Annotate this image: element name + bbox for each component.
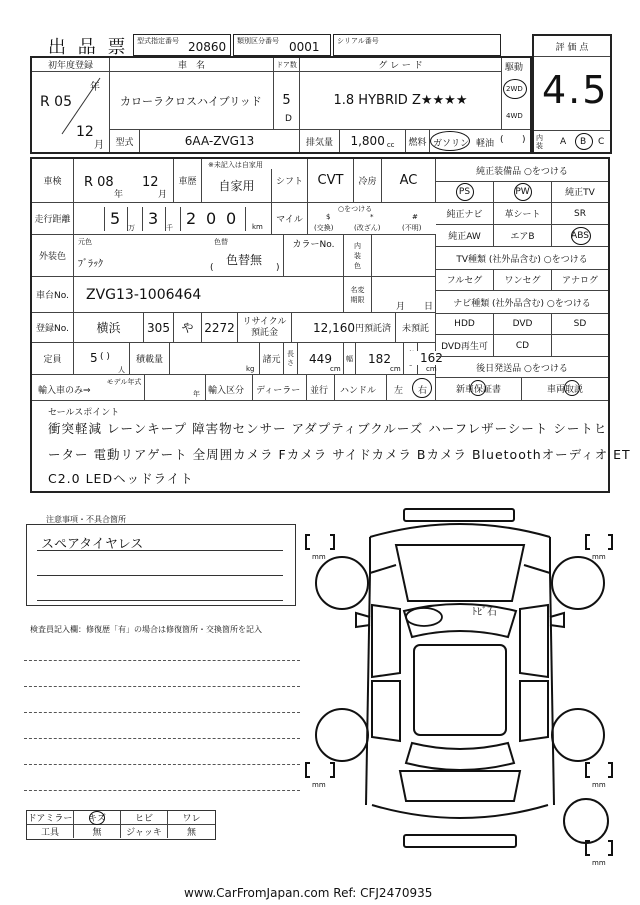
expiry-month-unit: 月 [396,302,406,312]
color-repaint-label: 色替 [214,238,228,246]
mileage-unknown: (不明) [402,224,422,232]
form-title: 出 品 票 [48,37,129,58]
interior-color-label: 内装色 [344,235,372,277]
expiry-value [372,277,436,313]
mirror-scratch-circle [89,811,105,825]
sales-points-label: セールスポイント [48,408,120,418]
first-reg-unit-year: 年 [90,82,100,93]
import-dealer: ディーラー [256,386,301,396]
usage-note: ※未記入は自家用 [208,161,263,169]
handle-divider [386,375,387,400]
mileage-km: km [252,223,263,231]
color-no-label: カラーNo. [292,240,335,250]
length-value: 449 [309,351,332,366]
fuel-label: 燃料 [406,130,430,152]
jack-label: ジャッキ [121,825,168,838]
fuel-gasoline: ガソリン [433,139,470,149]
length-unit: cm [330,365,341,373]
inspection-month: 12 [142,175,159,190]
drive-2wd-circle [503,79,527,99]
diagram-mm-fl: mm [312,553,326,561]
equipment-column [436,159,608,401]
inspection-year-unit: 年 [114,190,124,200]
inspection-label: 車検 [32,159,74,203]
width-label: 幅 [344,343,356,375]
capacity-paren: ( ) [100,352,110,362]
mileage-exchange: (交換) [314,224,334,232]
tv-header: TV種類 (社外品含む) ○をつける [436,247,608,270]
equip-pw: PW [494,181,552,203]
notes-rule-2 [37,575,283,576]
tv-analog: アナログ [552,269,608,291]
color-no-cell [284,235,344,277]
length-label: 長さ [284,343,298,375]
mirror-crack: ヒビ [121,811,168,825]
sales-line-1: 衝突軽減 レーンキープ 障害物センサー アダプティブクルーズ ハーフレザーシート シートヒ [48,421,608,436]
recycle-unit: 円預託済 [354,324,391,334]
equip-leather: 革シート [494,203,552,225]
fuel-paren-close: ) [522,135,526,145]
handle-left: 左 [394,386,404,396]
registration-number: 2272 [202,313,238,343]
sales-points [32,401,631,491]
capacity-unit: 人 [118,366,125,374]
fuel-diesel: 軽油 [476,139,495,149]
usage-value: 自家用 [202,169,272,203]
tv-oneseg: ワンセグ [494,269,552,291]
cd-empty [552,335,608,357]
displacement-unit: cc [386,141,395,149]
import-only-label: 輸入車のみ⇒ [38,386,91,396]
equip-ps: PS [436,181,494,203]
later-manual-circle [564,380,580,396]
inspector-line-6 [24,790,300,791]
inspector-line-4 [24,738,300,739]
capacity-label: 定員 [32,343,74,375]
inspector-line-2 [24,686,300,687]
equip-tv: 純正TV [552,181,608,203]
later-manual: 車両取説 [522,377,608,401]
equip-navi: 純正ナビ [436,203,494,225]
navi-hdd: HDD [436,313,494,335]
registration-class: 305 [144,313,174,343]
equip-pw-circle [514,183,532,201]
color-orig-label: 元色 [78,238,92,246]
inspection-date [74,159,174,203]
inspection-era-year: R 08 [84,175,114,190]
displacement-label: 排気量 [300,130,340,152]
tv-fullseg: フルセグ [436,269,494,291]
model-cert-value: 20860 [188,40,227,54]
interior-color-value [372,235,436,277]
width-unit: cm [390,365,401,373]
diagram-mm-rl: mm [312,781,326,789]
load-unit: kg [246,365,255,373]
category-value: 0001 [289,40,320,54]
expiry-label: 名変期限 [344,277,372,313]
grade-label: グ レ ー ド [300,58,502,72]
chassis-value: ZVG13-1006464 [74,277,344,313]
chassis-label: 車台No. [32,277,74,313]
equip-abs: ABS [552,225,608,247]
drive-cell [502,58,530,130]
first-reg-unit-month: 月 [94,140,104,151]
registration-kana: や [174,313,202,343]
height-unit: cm [426,365,437,373]
equip-ps-circle [456,183,474,201]
recycle-unpaid: 未預託 [396,313,436,343]
fuel-gasoline-circle [430,131,470,151]
shift-value: CVT [308,159,354,203]
equip-aw: 純正AW [436,225,494,247]
mileage-man: 万 [128,224,135,232]
later-warranty: 新車保証書 [436,377,522,401]
mileage-altered-sym: * [370,213,374,221]
category-box [233,34,331,56]
mileage-digit-2: 3 [148,209,159,228]
interior-a: A [560,137,567,147]
mileage-sen: 千 [166,224,173,232]
interior-b-circle [575,133,593,150]
notes-rule-3 [37,600,283,601]
equip-sr: SR [552,203,608,225]
diagram-note: ﾄﾋﾞ石 [472,607,497,618]
notes-rule-1 [37,550,283,551]
mileage-digit-3: 2 [186,209,197,228]
notes-label: 注意事項・不具合箇所 [46,515,126,524]
model-year-cell [144,375,206,400]
color-paren-close: ) [276,263,280,273]
registration-city: 横浜 [74,313,144,343]
drive-4wd: 4WD [506,112,523,120]
length-cell [298,343,344,375]
mileage-digit-1: 5 [110,209,121,228]
import-parallel-divider [334,375,335,400]
diagram-mm-spare: mm [592,859,606,867]
serial-label: シリアル番号 [337,37,379,45]
mileage-altered: (改ざん) [354,224,381,232]
ac-value: AC [382,159,436,203]
mileage-digits [74,203,272,235]
model-cert-label: 型式指定番号 [137,37,179,45]
interior-b: B [580,137,587,147]
doors-label: ドア数 [274,58,300,72]
score-label: 評 価 点 [534,36,610,57]
mirror-label: ドアミラー [27,811,74,825]
fuel-paren-open: ( [500,135,504,145]
model-year-unit: 年 [193,390,200,398]
drive-2wd: 2WD [506,85,523,93]
registration-label: 登録No. [32,313,74,343]
mileage-flags [308,213,436,235]
footer-ref: www.CarFromJapan.com Ref: CFJ2470935 [184,886,433,900]
mileage-mile: マイル [272,203,308,235]
tools-label: 工具 [27,825,74,838]
inspector-line-3 [24,712,300,713]
vehicle-name-value: カローラクロスハイブリッド [110,72,274,130]
score-value: 4.5 [542,68,609,112]
doors-sub: D [285,114,292,124]
mirror-break: ワレ [168,811,215,825]
width-cell [356,343,404,375]
vehicle-info-block [30,56,532,154]
sales-line-2: ーター 電動リアゲート 全周囲カメラ Fカメラ サイドカメラ Bカメラ Bluetoothオーディオ ET [48,447,631,462]
equip-abs-circle [571,227,591,245]
recycle-cell [292,313,396,343]
details-block [30,157,631,493]
inspection-month-unit: 月 [158,190,168,200]
inspector-line-5 [24,764,300,765]
mirror-table [26,810,216,840]
later-header: 後日発送品 ○をつける [436,357,608,378]
navi-header: ナビ種類 (社外品含む) ○をつける [436,291,608,314]
mileage-unknown-sym: # [412,213,418,221]
grade-value: 1.8 HYBRID Z★★★★ [300,72,502,130]
interior-c: C [598,137,605,147]
first-reg-cell [32,72,110,152]
jack-value: 無 [186,828,196,838]
recycle-label: リサイクル預託金 [238,313,292,343]
later-warranty-circle [470,380,486,396]
color-orig-value: ﾌﾞﾗｯｸ [78,259,103,270]
import-type-divider [252,375,253,400]
height-value: 162 [406,351,443,365]
mileage-digit-5: 0 [226,209,237,228]
standard-equipment-header: 純正装備品 ○をつける [436,159,608,182]
capacity-value: 5 [90,351,98,365]
type-value: 6AA-ZVG13 [140,130,300,152]
model-year-label: モデル年式 [106,378,142,386]
type-label: 型式 [110,130,140,152]
notes-box [26,524,296,606]
ac-label: 冷房 [354,159,382,203]
usage-label: 車歴 [174,159,202,203]
import-dealer-divider [306,375,307,400]
import-row [32,375,436,401]
import-type-label: 輸入区分 [208,386,245,396]
inspector-label: 検査員記入欄：修復歴「有」の場合は修復箇所・交換箇所を記入 [30,625,262,634]
displacement-cell [340,130,406,152]
capacity-cell [74,343,130,375]
handle-right-circle [412,378,432,398]
interior-row [534,130,610,153]
drive-label: 駆動 [505,63,524,73]
fuel-options [430,130,530,152]
sales-line-3: C2.0 LEDヘッドライト [48,471,194,486]
inspector-line-1 [24,660,300,661]
doors-cell [274,72,300,130]
mileage-digit-4: 0 [206,209,217,228]
doors-value: 5 [282,93,291,108]
load-cell [170,343,260,375]
color-values [74,235,284,277]
load-label: 積載量 [130,343,170,375]
dvd-playback: DVD再生可 [436,335,494,357]
shift-label: シフト [272,159,308,203]
color-paren-open: ( [210,263,214,273]
mirror-scratch: キズ [74,811,121,825]
first-reg-era-year: R 05 [40,94,72,110]
score-box [532,34,612,154]
mileage-label: 走行距離 [32,203,74,235]
first-reg-month: 12 [76,124,94,140]
model-cert-box [133,34,231,56]
mileage-exchange-sym: $ [326,213,331,221]
mileage-circle-note: ○をつける [338,205,373,213]
vehicle-name-label: 車 名 [110,58,274,72]
diagram-mm-fr: mm [592,553,606,561]
expiry-day-unit: 日 [424,302,434,312]
equip-airbag: エアB [494,225,552,247]
import-parallel: 並行 [310,386,329,396]
navi-dvd: DVD [494,313,552,335]
width-value: 182 [368,351,391,366]
first-reg-label: 初年度登録 [32,58,110,72]
diagram-mm-rr: mm [592,781,606,789]
navi-sd: SD [552,313,608,335]
serial-box [333,34,501,56]
standard-grid [436,181,608,247]
recycle-value: 12,160 [312,320,355,335]
tools-value: 無 [74,825,121,838]
notes-line-1: スペアタイヤレス [41,537,144,552]
color-repaint-value: 色替無 [226,253,263,267]
interior-label: 内装 [536,134,543,150]
handle-label: ハンドル [340,386,377,396]
displacement-value: 1,800 [350,134,385,148]
car-damage-diagram [300,505,620,870]
cd-label: CD [494,335,552,357]
dims-label: 諸元 [260,343,284,375]
color-label: 外装色 [32,235,74,277]
handle-right: 右 [418,386,428,396]
category-label: 類別区分番号 [237,37,279,45]
